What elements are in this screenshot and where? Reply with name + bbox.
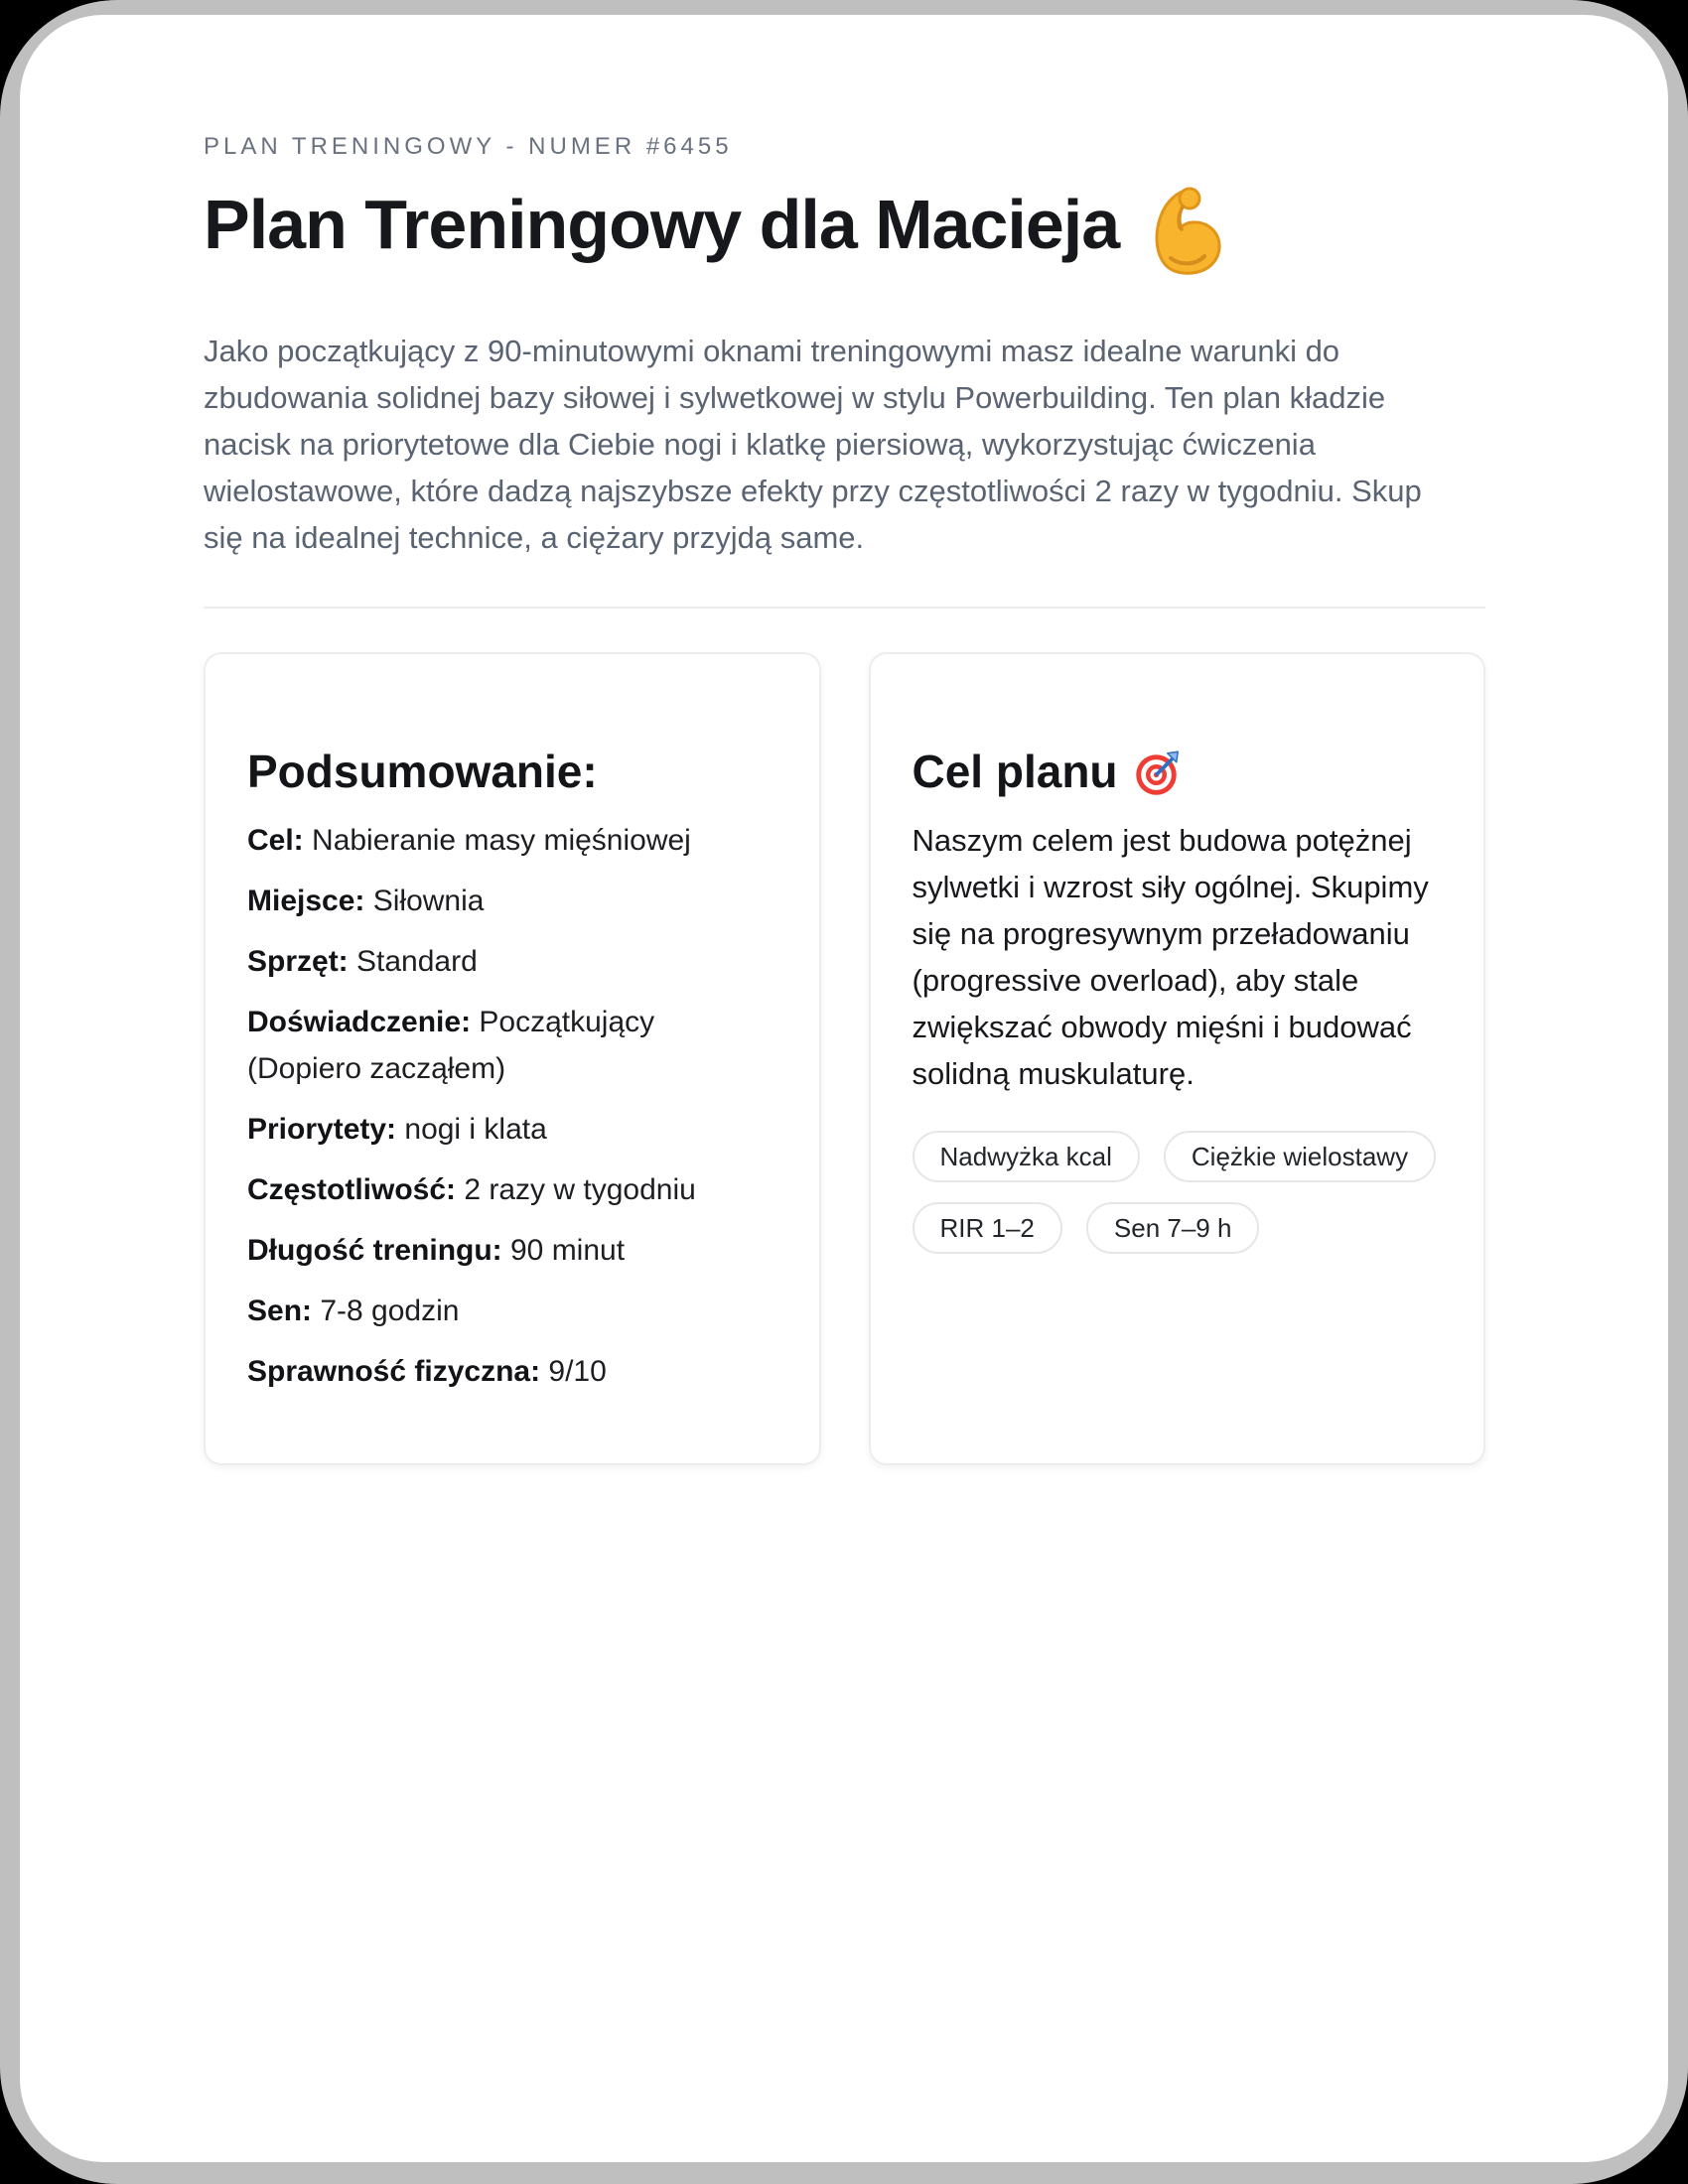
summary-item: Sprzęt: Standard <box>247 945 478 978</box>
summary-item: Miejsce: Siłownia <box>247 885 485 917</box>
goal-heading-text: Cel planu <box>912 746 1118 797</box>
goal-paragraph: Naszym celem jest budowa potężnej sylwetki i wzrost siły ogólnej. Skupimy się na progresywnym przeładowaniu (progressive overload), aby stale zwiększać obwody mięśni i budować solidną muskulaturę. <box>912 823 1429 1091</box>
tag-chip: Sen 7–9 h <box>1086 1202 1260 1254</box>
goal-heading <box>913 746 1443 797</box>
summary-item-label: Cel: <box>247 824 304 857</box>
summary-item: Długość treningu: 90 minut <box>247 1234 626 1267</box>
summary-item: Cel: Nabieranie masy mięśniowej <box>247 824 691 857</box>
summary-item: Priorytety: nogi i klata <box>247 1113 547 1146</box>
plan-number-label: PLAN TRENINGOWY - NUMER #6455 <box>204 133 733 160</box>
goal-tags <box>913 1131 1443 1254</box>
page-title <box>204 173 1485 276</box>
muscle-icon <box>1141 187 1224 276</box>
summary-item: Częstotliwość: 2 razy w tygodniu <box>247 1173 696 1206</box>
intro-paragraph: Jako początkujący z 90-minutowymi oknami treningowymi masz idealne warunki do zbudowania solidnej bazy siłowej i sylwetkowej w stylu Powerbuilding. Ten plan kładzie nacisk na priorytetowe dla Ciebie nogi i klatkę piersiową, wykorzystując ćwiczenia wielostawowe, które dadzą najszybsze efekty przy częstotliwości 2 razy w tygodniu. Skup się na idealnej technice, a ciężary przyjdą same. <box>204 334 1422 555</box>
summary-item: Sprawność fizyczna: 9/10 <box>247 1355 607 1388</box>
summary-item-label: Częstotliwość: <box>247 1173 457 1206</box>
tag-chip: Ciężkie wielostawy <box>1164 1131 1436 1182</box>
summary-heading-text: Podsumowanie: <box>247 746 598 797</box>
cards-row <box>204 652 1485 1465</box>
summary-item-label: Priorytety: <box>247 1113 397 1146</box>
summary-list <box>247 817 777 1395</box>
page-background <box>20 15 1668 2162</box>
summary-item-label: Doświadczenie: <box>247 1006 472 1038</box>
summary-item: Doświadczenie: Początkujący (Dopiero zacząłem) <box>247 1006 655 1085</box>
section-divider <box>204 607 1485 609</box>
tag-chip: RIR 1–2 <box>913 1202 1062 1254</box>
summary-item-label: Sprawność fizyczna: <box>247 1355 541 1388</box>
tag-chip: Nadwyżka kcal <box>913 1131 1140 1182</box>
target-icon <box>1134 750 1182 797</box>
summary-item-label: Sen: <box>247 1295 313 1327</box>
main-content <box>204 15 1485 1465</box>
summary-card <box>204 652 821 1465</box>
goal-card <box>869 652 1486 1465</box>
summary-item-label: Sprzęt: <box>247 945 349 978</box>
summary-item: Sen: 7-8 godzin <box>247 1295 460 1327</box>
page-title-text: Plan Treningowy dla Macieja <box>204 186 1120 263</box>
summary-item-label: Miejsce: <box>247 885 365 917</box>
summary-item-label: Długość treningu: <box>247 1234 502 1267</box>
summary-heading <box>247 746 777 797</box>
